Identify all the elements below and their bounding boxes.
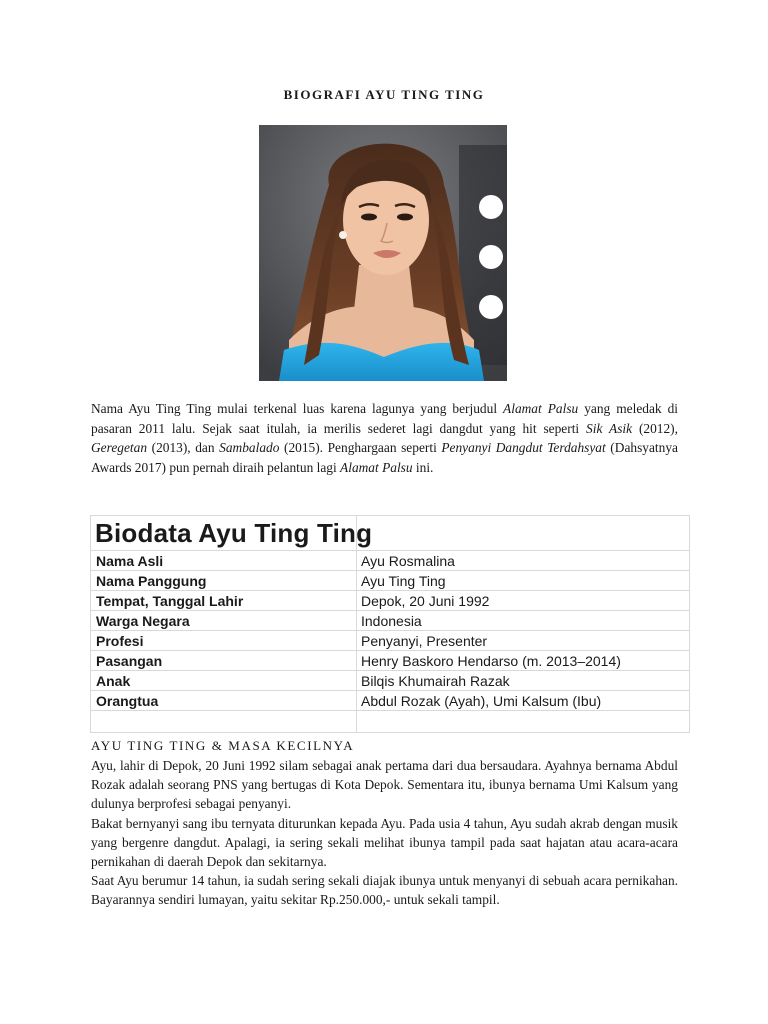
biodata-heading: Biodata Ayu Ting Ting [95,518,373,548]
body-paragraph: Saat Ayu berumur 14 tahun, ia sudah sering sekali diajak ibunya untuk menyanyi di sebuah acara pernikahan. Bayarannya sendiri lumayan, yaitu sekitar Rp.250.000,- untuk sekali tampil. [91,873,678,908]
section-body [91,756,678,910]
song-title: Sik Asik [586,420,633,436]
table-row [90,550,690,571]
song-title: Geregetan [91,440,148,455]
row-value: Depok, 20 Juni 1992 [361,593,490,609]
song-title: Alamat Palsu [503,401,579,416]
row-label: Nama Asli [96,553,164,569]
song-title: Sambalado [219,440,280,455]
row-label: Profesi [96,633,144,649]
intro-paragraph [91,399,678,477]
section-heading: AYU TING TING & MASA KECILNYA [91,738,355,753]
row-value: Ayu Ting Ting [361,573,446,589]
intro-text: (2013), dan [147,440,220,455]
portrait-illustration [259,125,507,381]
intro-text: Nama Ayu Ting Ting mulai terkenal luas karena lagunya yang berjudul [91,401,504,416]
table-row-empty [90,710,690,733]
row-label: Tempat, Tanggal Lahir [96,593,244,609]
row-value: Abdul Rozak (Ayah), Umi Kalsum (Ibu) [361,693,602,709]
row-value: Henry Baskoro Hendarso (m. 2013–2014) [361,653,621,669]
row-value: Ayu Rosmalina [361,553,455,569]
row-value: Penyanyi, Presenter [361,633,488,649]
body-paragraph: Ayu, lahir di Depok, 20 Juni 1992 silam sebagai anak pertama dari dua bersaudara. Ayahnya bernama Abdul Rozak adalah seorang PNS yang bertugas di Kota Depok. Sementara itu, ibunya bernama Umi Kalsum yang dulunya berprofesi sebagai penyanyi. [91,758,678,812]
row-label: Pasangan [96,653,163,669]
table-row [90,690,690,711]
intro-text: (Dahsyatnya Awards 2017) pun pernah diraih pelantun lagi [91,440,678,475]
table-row [90,630,690,651]
row-label: Anak [96,673,131,689]
intro-text: (2015). Penghargaan seperti [279,440,442,455]
table-row [90,670,690,691]
table-row [90,650,690,671]
row-label: Warga Negara [96,613,190,629]
intro-text: yang meledak di pasaran 2011 lalu. Sejak saat itulah, ia merilis sederet lagi dangdut yang hit seperti [91,401,679,436]
table-row [90,610,690,631]
song-title: Alamat Palsu [340,459,413,475]
biodata-table [90,515,690,732]
award-title: Penyanyi Dangdut Terdahsyat [441,440,606,455]
row-value: Bilqis Khumairah Razak [361,673,510,689]
intro-text: ini. [412,459,434,475]
table-row [90,570,690,591]
row-label: Orangtua [96,693,159,709]
row-label: Nama Panggung [96,573,207,589]
page-title: BIOGRAFI AYU TING TING [283,87,485,102]
portrait-photo [259,125,507,381]
table-row [90,590,690,611]
intro-text: (2012), [632,420,678,436]
row-value: Indonesia [361,613,422,629]
body-paragraph: Bakat bernyanyi sang ibu ternyata diturunkan kepada Ayu. Pada usia 4 tahun, Ayu sudah akrab dengan musik yang bergenre dangdut. Apalagi, ia sering sekali melihat ibunya tampil pada saat hajatan atau acara-acara pernikahan di daerah Depok dan sekitarnya. [91,815,678,870]
